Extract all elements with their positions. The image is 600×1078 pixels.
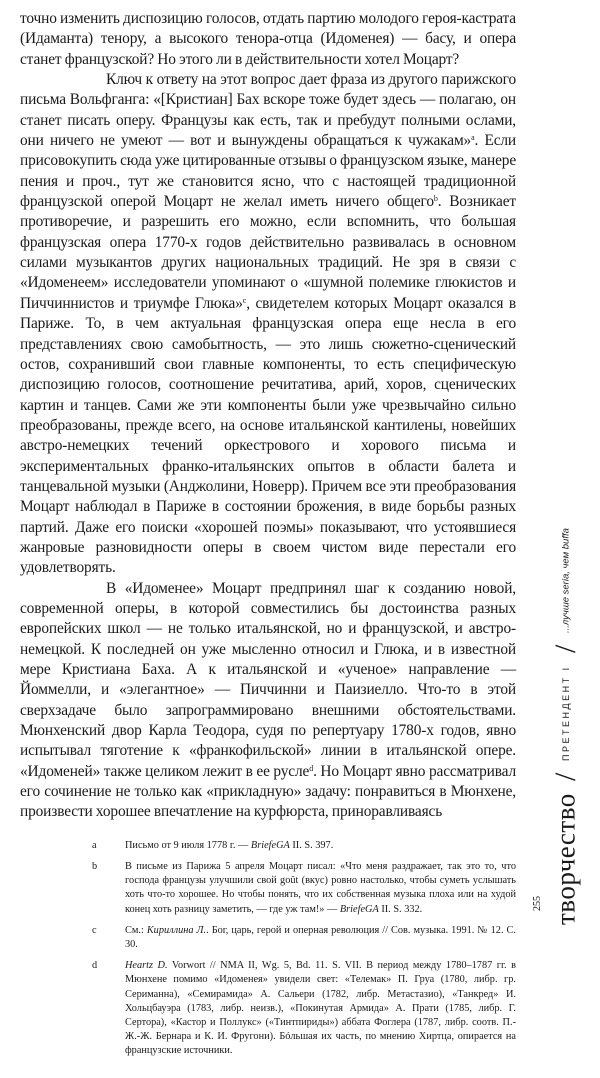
text-run: BriefeGA: [339, 903, 379, 915]
text-run: Письмо от 9 июля 1778 г. —: [125, 839, 251, 851]
paragraph-3: [20, 579, 516, 823]
text-run: II. S. 397.: [289, 839, 334, 851]
page-number: 255: [532, 896, 543, 911]
running-head: [549, 505, 583, 925]
running-head-section: творчество: [550, 793, 581, 925]
divider-slash: /: [549, 772, 582, 782]
footnote-label: c: [92, 924, 97, 936]
text-run: Кириллина Л.: [146, 924, 207, 936]
text-run: , свидетелем которых Моцарт оказался в Париже. То, в чем актуальная французская опера еще несла в его представлениях свою самобытность, — это лишь сюжетно-сценический остов, сохранивший свои главные компоненты, то есть специфическую диспозицию голосов, соотношение речитатива, арий, хоров, сценических картин и танцев. Сами же эти компоненты были уже чрезвычайно сильно преобразованы, прежде всего, на основе итальянской кантилены, новейших австро-немецких течений оркестрового и хорового письма и экспериментальных франко-итальянских опытов в области балета и танцевальной музыки (Анджолини, Новерр). Причем все эти преобразования Моцарт наблюдал в Париже в состоянии брожения, в виде борьбы разных партий. Даже его поиски «хорошей поэмы» показывают, что устоявшиеся жанровые разновидности оперы в своем чистом виде перестали его удовлетворять.: [20, 294, 516, 577]
footnote-c: [92, 924, 516, 952]
text-run: II. S. 332.: [378, 903, 423, 915]
footnote-label: b: [92, 860, 98, 872]
text-run: В «Идоменее» Моцарт предпринял шаг к созданию новой, современной оперы, в которой совместились бы достоинства разных европейских школ — не только итальянской, но и французской, и австро-немецкой. К последней он уже мысленно относил и Глюка, и в известной мере Кристиана Баха. А к итальянской и «ученое» направление — Йоммелли, и «элегантное» — Пиччинни и Паизиелло. Что-то в этой сверхзадаче было запрограммировано внешними обстоятельствами. Мюнхенский двор Карла Теодора, судя по репертуару 1780-х годов, явно испытывал тяготение к «франкофильской» линии в итальянской опере. «Идоменей» также целиком лежит в ее русле: [20, 579, 516, 780]
text-run: В письме из Парижа 5 апреля Моцарт писал: «Что меня раздражает, так это то, что господа французы улучшили свой goût (вкус) ровно настолько, чтобы суметь услышать хоть что-то хорошее. Но чтобы понять, что их собственная музыка плоха или на худой конец хоть разницу заметить, — где уж там!» —: [125, 860, 516, 915]
footnote-text: [125, 959, 516, 1058]
text-run: Heartz D.: [125, 960, 168, 972]
text-run: Ключ к ответу на этот вопрос дает фраза из другого парижского письма Вольфганга: «[Кристиан] Бах вскоре тоже будет здесь — полагаю, он станет писать оперу. Французы как есть, так и пребудут полными ослами, они ничего не умеют — вот и вынуждены обращаться к чужакам»: [20, 71, 516, 150]
footnote-text: [125, 860, 516, 917]
text-run: . Если присовокупить сюда уже цитированные отзывы о французском языке, манере пения и проч., тут же становится ясно, что с настоящей традиционной французской оперой Моцарт не желал иметь ничего общего: [20, 132, 517, 211]
footnote-ref-a[interactable]: a: [471, 133, 475, 143]
footnote-ref-c[interactable]: c: [242, 295, 247, 305]
footnote-text: [125, 839, 516, 853]
text-column: [20, 0, 516, 1078]
running-head-chapter: ...лучше seria, чем buffa: [560, 528, 572, 633]
footnote-a: [92, 839, 516, 853]
paragraph-1: точно изменить диспозицию голосов, отдать партию молодого героя-кастрата (Идаманта) тенору, а высокого тенора-отца (Идоменея) — басу, и опера станет французской? Но этого ли в действительности хотел Моцарт?: [20, 10, 516, 68]
running-head-part: ПРЕТЕНДЕНТ I: [561, 665, 571, 761]
text-run: См.:: [125, 924, 147, 936]
footnotes: [92, 839, 516, 1078]
footnote-label: d: [92, 960, 98, 972]
footnote-text: [125, 924, 516, 952]
paragraph-2: [20, 70, 516, 579]
footnote-b: [92, 860, 516, 917]
footnote-ref-b[interactable]: b: [433, 194, 438, 204]
text-run: Vorwort // NMA II, Wg. 5, Bd. 11. S. VII. В период между 1780–1787 гг. в Мюнхене помимо «Идоменея» увидели свет: «Телемак» П. Груа (1780, либр. гр. Сериманна), «Семирамида» А. Сальери (1782, либр. Метастазио), «Танкред» И. Хольцбауэра (1783, либр. неизв.), «Покинутая Армида» А. Прати (1785, либр. Г. Сертора), «Кастор и Поллукс» («Тинтпириды») аббата Фоглера (1787, либр. соотв. П.-Ж.-Ж. Бернара и К. И. Фругони). Бóльшая их часть, по мнению Хиртца, опирается на французские источники.: [125, 960, 516, 1057]
footnote-d: [92, 959, 516, 1058]
footnote-label: a: [92, 839, 97, 851]
main-text: [20, 9, 516, 823]
divider-slash: /: [549, 644, 582, 654]
text-run: . Возникает противоречие, и разрешить его можно, если вспомнить, что большая французская опера 1770-х годов действительно развивалась в основном силами музыкантов других национальных традиций. Не зря в связи с «Идоменеем» исследователи упоминают о «шумной полемике глюкистов и Пиччиннистов и триумфе Глюка»: [20, 193, 516, 312]
text-run: . Бог, царь, герой и оперная революция // Сов. музыка. 1991. № 12. С. 30.: [125, 924, 516, 950]
footnote-ref-d[interactable]: d: [309, 763, 314, 773]
text-run: . Но Моцарт явно рассматривал его сочинение не только как «прикладную» задачу: понравиться в Мюнхене, произвести хорошее впечатление на курфюрста, приноравливаясь: [20, 762, 516, 821]
text-run: BriefeGA: [250, 839, 290, 851]
